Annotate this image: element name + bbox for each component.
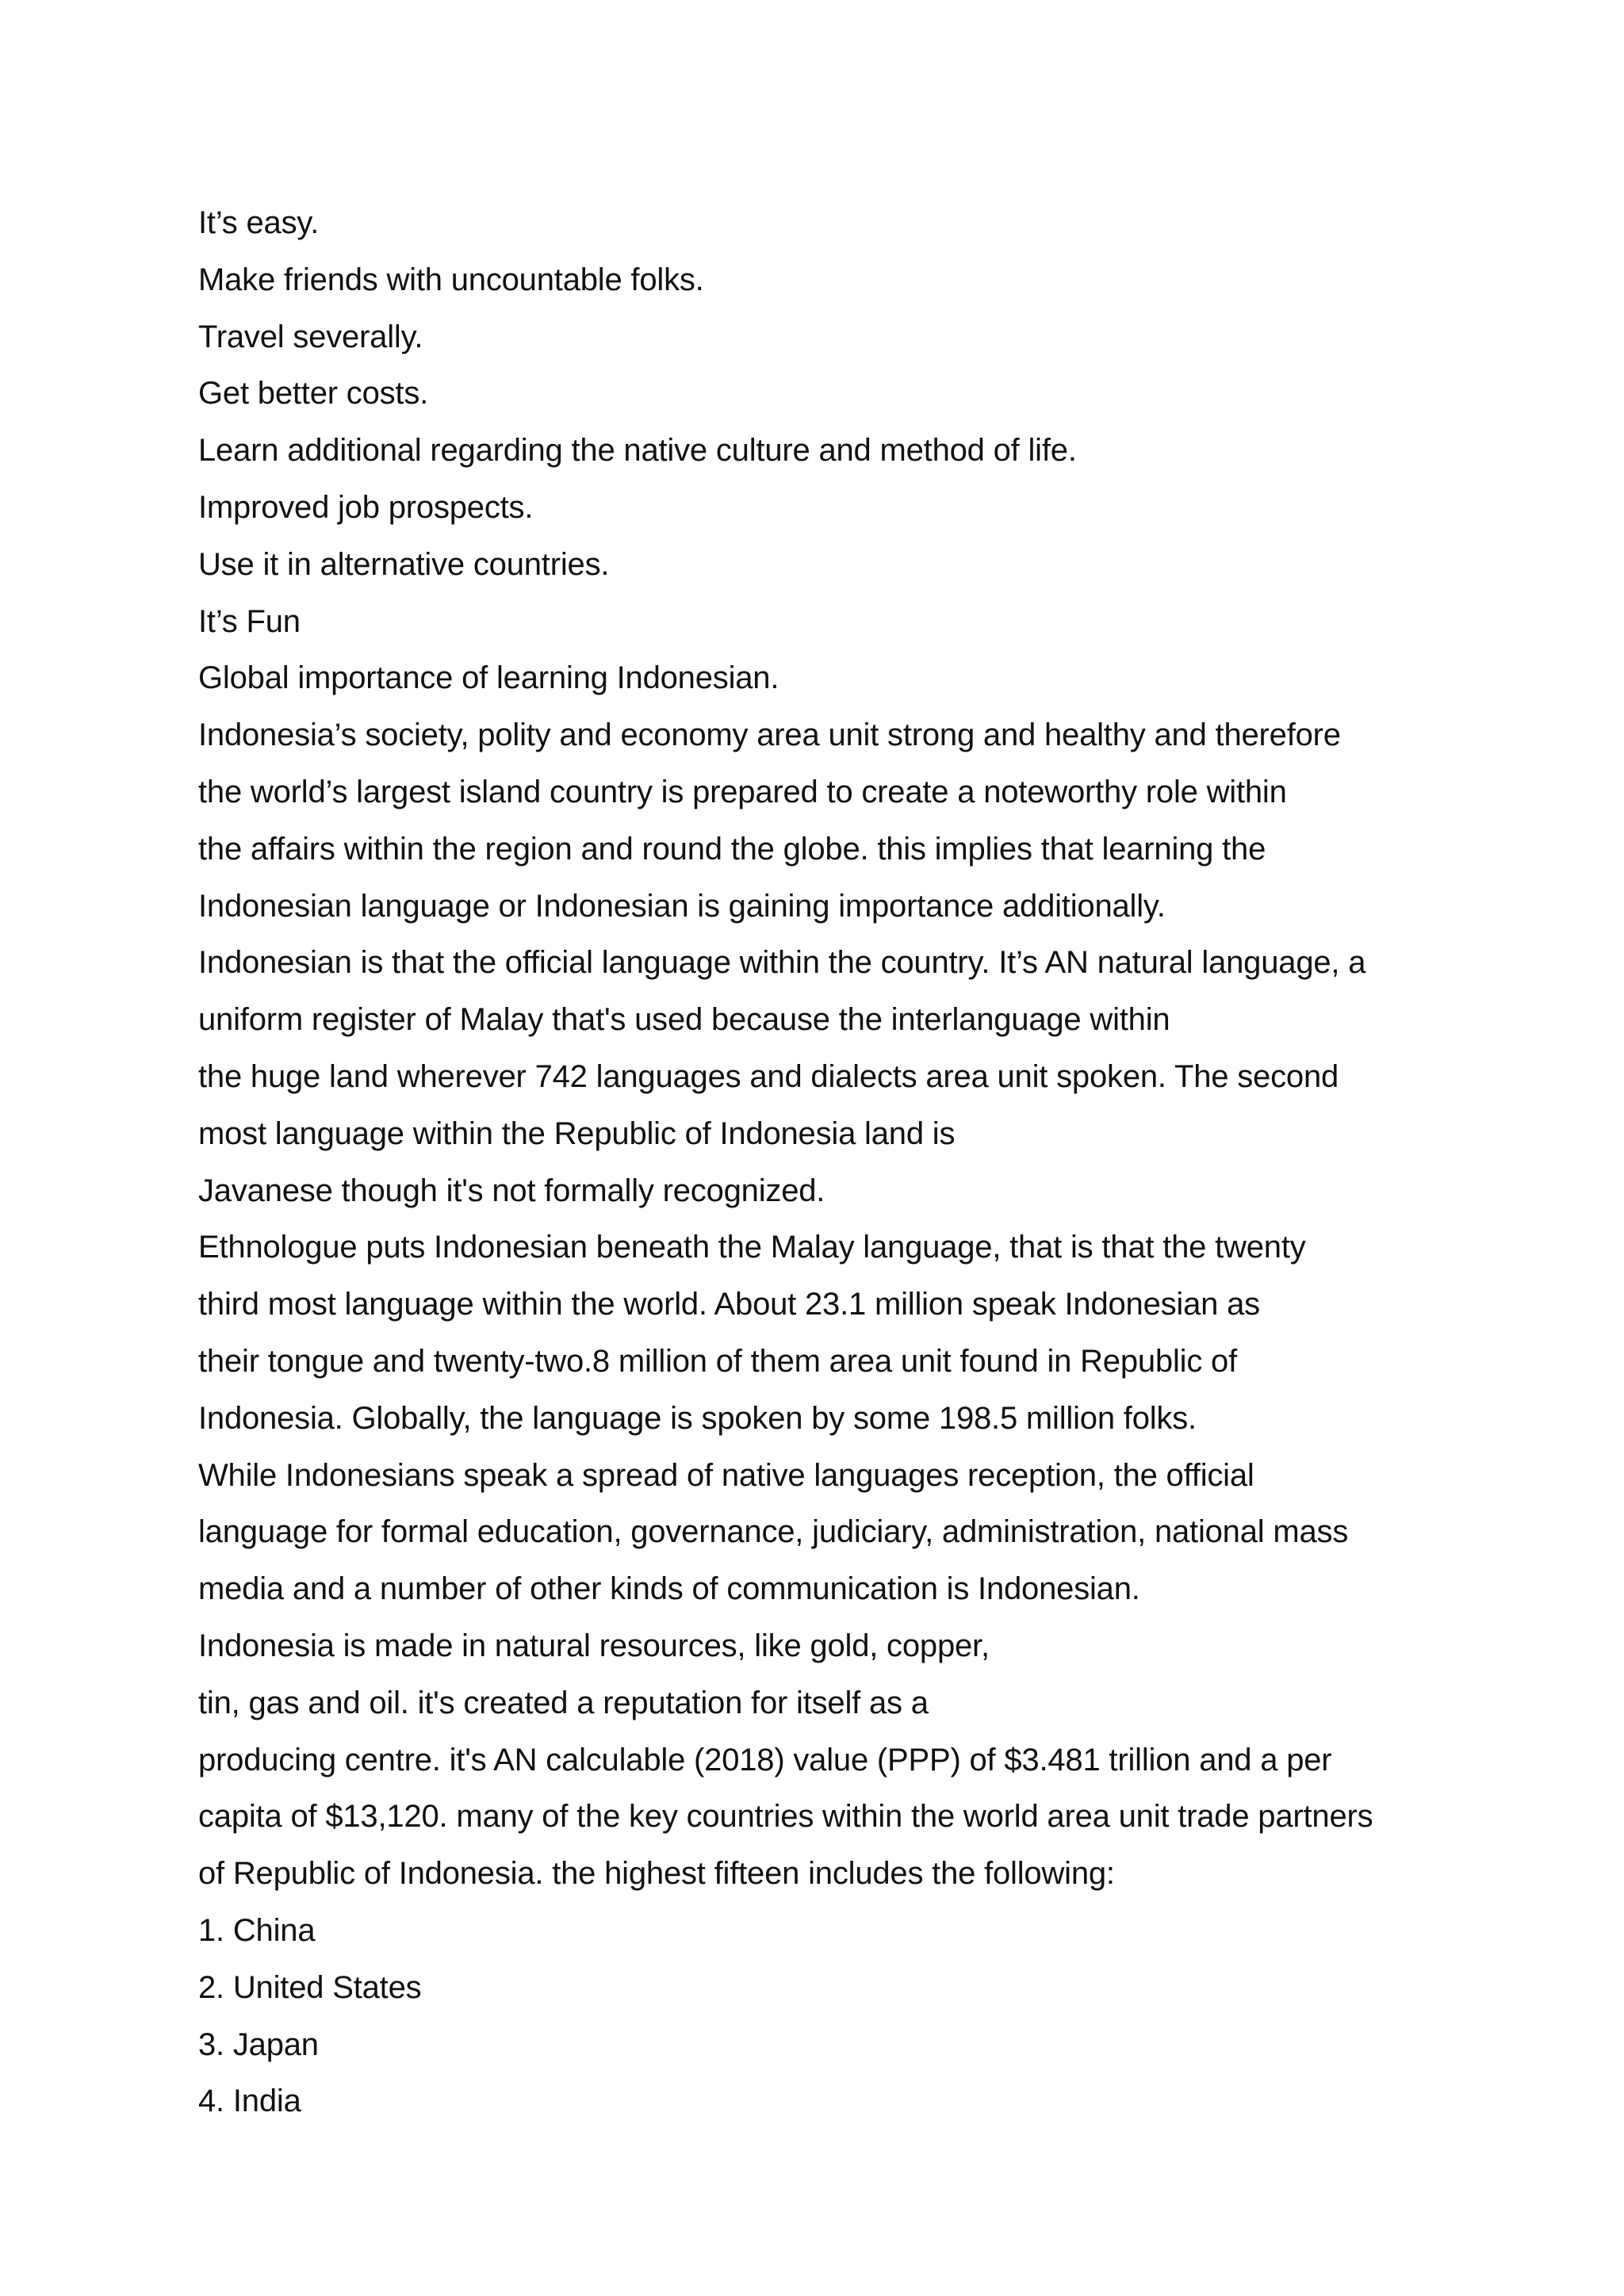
text-line: Get better costs. <box>198 376 429 411</box>
text-line: uniform register of Malay that's used because the interlanguage within <box>198 1002 1170 1038</box>
list-item: 3. Japan <box>198 2026 319 2062</box>
text-line: Javanese though it's not formally recognized. <box>198 1173 825 1208</box>
text-line: the affairs within the region and round the globe. this implies that learning the <box>198 831 1266 867</box>
text-line: Indonesian language or Indonesian is gaining importance additionally. <box>198 888 1166 924</box>
text-line: Global importance of learning Indonesian. <box>198 660 779 696</box>
text-line: tin, gas and oil. it's created a reputation for itself as a <box>198 1685 929 1720</box>
text-line: the huge land wherever 742 languages and dialects area unit spoken. The second <box>198 1058 1339 1094</box>
text-line: Indonesia. Globally, the language is spoken by some 198.5 million folks. <box>198 1400 1197 1436</box>
text-line: Make friends with uncountable folks. <box>198 262 704 297</box>
document-body <box>198 195 1467 2130</box>
text-line: Indonesia is made in natural resources, like gold, copper, <box>198 1628 990 1663</box>
text-line: Learn additional regarding the native culture and method of life. <box>198 433 1077 469</box>
text-line: It’s easy. <box>198 205 320 240</box>
list-item: 4. India <box>198 2084 301 2119</box>
list-item: 2. United States <box>198 1969 422 2005</box>
text-line: most language within the Republic of Indonesia land is <box>198 1115 956 1151</box>
list-item: 1. China <box>198 1912 316 1948</box>
text-line: Travel severally. <box>198 319 423 354</box>
text-line: the world’s largest island country is prepared to create a noteworthy role within <box>198 774 1287 809</box>
text-line: third most language within the world. About 23.1 million speak Indonesian as <box>198 1287 1260 1322</box>
text-line: of Republic of Indonesia. the highest fifteen includes the following: <box>198 1856 1115 1892</box>
text-line: producing centre. it's AN calculable (2018) value (PPP) of $3.481 trillion and a per <box>198 1742 1332 1777</box>
text-line: media and a number of other kinds of communication is Indonesian. <box>198 1571 1140 1607</box>
text-line: Improved job prospects. <box>198 489 534 525</box>
text-line: Use it in alternative countries. <box>198 546 610 582</box>
text-line: Indonesian is that the official language within the country. It’s AN natural language, a <box>198 945 1366 981</box>
text-line: their tongue and twenty-two.8 million of them area unit found in Republic of <box>198 1343 1238 1379</box>
text-line: It’s Fun <box>198 603 301 639</box>
text-line: Indonesia’s society, polity and economy area unit strong and healthy and therefore <box>198 718 1341 753</box>
text-line: capita of $13,120. many of the key countries within the world area unit trade partners <box>198 1799 1373 1835</box>
text-line: language for formal education, governance, judiciary, administration, national mass <box>198 1514 1349 1550</box>
text-line: Ethnologue puts Indonesian beneath the Malay language, that is that the twenty <box>198 1230 1306 1265</box>
text-line: While Indonesians speak a spread of native languages reception, the official <box>198 1457 1254 1493</box>
